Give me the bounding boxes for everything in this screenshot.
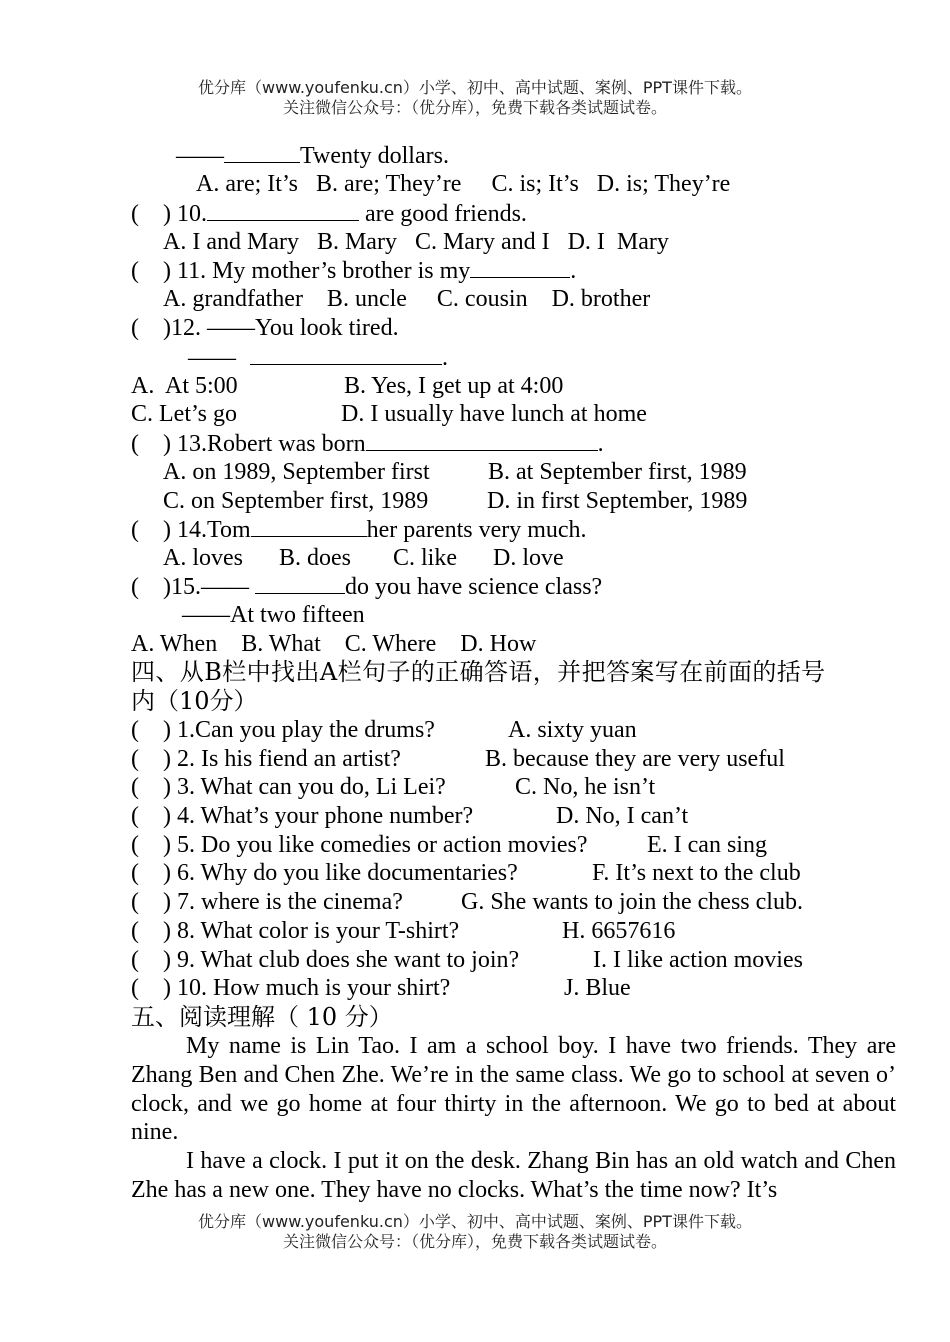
- q12-answer-suffix: .: [442, 345, 448, 371]
- q15-stem-prefix: ( )15.——: [131, 574, 255, 600]
- page-header-line1: 优分库（www.youfenku.cn）小学、初中、高中试题、案例、PPT课件下载。: [198, 78, 752, 97]
- match-question: ( ) 6. Why do you like documentaries?: [131, 860, 518, 886]
- match-question: ( ) 3. What can you do, Li Lei?: [131, 774, 446, 800]
- match-question: ( ) 9. What club does she want to join?: [131, 947, 520, 973]
- q13-option-a: A. on 1989, September first: [163, 459, 430, 485]
- match-question: ( ) 8. What color is your T-shirt?: [131, 918, 460, 944]
- reading-paragraph-2: I have a clock. I put it on the desk. Zhang Bin has an old watch and Chen Zhe has a new one. They have no clocks. What’s the time now? It’s: [131, 1148, 896, 1203]
- q15-blank[interactable]: [255, 572, 345, 594]
- q12-stem: ( )12. ——You look tired.: [131, 315, 399, 341]
- q10-options: A. I and Mary B. Mary C. Mary and I D. I Mary: [163, 229, 669, 255]
- q10-blank[interactable]: [207, 199, 359, 221]
- q14-stem: [131, 515, 587, 544]
- q14-stem-suffix: her parents very much.: [366, 517, 587, 543]
- q9-options: A. are; It’s B. are; They’re C. is; It’s D. is; They’re: [196, 171, 731, 197]
- q13-stem-suffix: .: [597, 431, 604, 457]
- section5-title: 五、阅读理解（ 10 分）: [131, 1003, 393, 1031]
- match-question: ( ) 1.Can you play the drums?: [131, 717, 435, 743]
- match-question: ( ) 5. Do you like comedies or action movies?: [131, 832, 588, 858]
- match-question: ( ) 7. where is the cinema?: [131, 889, 403, 915]
- q12-option-b: B. Yes, I get up at 4:00: [344, 373, 564, 399]
- q11-stem-prefix: ( ) 11. My mother’s brother is my: [131, 258, 471, 284]
- q9-answer-line: [176, 141, 449, 170]
- match-question: ( ) 2. Is his fiend an artist?: [131, 746, 401, 772]
- q11-stem: [131, 256, 576, 285]
- q12-answer-blank[interactable]: [250, 343, 442, 365]
- section4-title-line1: 四、从B栏中找出A栏句子的正确答语，并把答案写在前面的括号: [131, 658, 826, 686]
- q12-option-a: A. At 5:00: [131, 373, 238, 399]
- q11-stem-suffix: .: [570, 258, 577, 284]
- match-answer: D. No, I can’t: [556, 803, 689, 829]
- q15-options: A. When B. What C. Where D. How: [131, 631, 537, 657]
- match-question: ( ) 4. What’s your phone number?: [131, 803, 474, 829]
- q12-option-c: C. Let’s go: [131, 401, 237, 427]
- q14-stem-prefix: ( ) 14.Tom: [131, 517, 251, 543]
- q11-blank[interactable]: [470, 256, 570, 278]
- q11-options: A. grandfather B. uncle C. cousin D. brother: [163, 286, 651, 312]
- q9-answer-prefix: ——: [176, 143, 224, 169]
- match-answer: G. She wants to join the chess club.: [461, 889, 803, 915]
- q12-answer-prefix: ——: [188, 345, 236, 371]
- q9-answer-text: Twenty dollars.: [300, 143, 449, 169]
- q15-stem: [131, 572, 602, 601]
- q13-option-d: D. in first September, 1989: [487, 488, 748, 514]
- q15-answer: ——At two fifteen: [182, 602, 365, 628]
- match-question: ( ) 10. How much is your shirt?: [131, 975, 451, 1001]
- q12-answer-line: [188, 343, 448, 372]
- match-answer: F. It’s next to the club: [592, 860, 801, 886]
- q15-stem-suffix: do you have science class?: [344, 574, 603, 600]
- q13-option-b: B. at September first, 1989: [488, 459, 747, 485]
- match-answer: B. because they are very useful: [485, 746, 785, 772]
- match-answer: H. 6657616: [562, 918, 676, 944]
- q13-stem: [131, 429, 604, 458]
- reading-paragraph-1: My name is Lin Tao. I am a school boy. I have two friends. They are Zhang Ben and Chen Zhe. We’re in the same class. We go to school at seven o’ clock, and we go home at four thirty in the afternoon. We go to bed at about nine.: [131, 1033, 896, 1146]
- q14-blank[interactable]: [251, 515, 367, 537]
- reading-passage: [131, 1032, 896, 1205]
- match-answer: I. I like action movies: [593, 947, 803, 973]
- match-answer: C. No, he isn’t: [515, 774, 656, 800]
- page-footer-line1: 优分库（www.youfenku.cn）小学、初中、高中试题、案例、PPT课件下载。: [0, 1212, 950, 1232]
- q10-stem: [131, 199, 527, 228]
- q14-options: A. loves B. does C. like D. love: [163, 545, 564, 571]
- q13-stem-prefix: ( ) 13.Robert was born: [131, 431, 366, 457]
- q10-stem-prefix: ( ) 10.: [131, 201, 207, 227]
- q13-blank[interactable]: [366, 429, 598, 451]
- match-answer: A. sixty yuan: [508, 717, 637, 743]
- match-answer: E. I can sing: [647, 832, 767, 858]
- q12-option-d: D. I usually have lunch at home: [341, 401, 647, 427]
- page-header-line2: 关注微信公众号：（优分库），免费下载各类试题试卷。: [282, 98, 667, 117]
- q13-option-c: C. on September first, 1989: [163, 488, 429, 514]
- q10-stem-suffix: are good friends.: [358, 201, 527, 227]
- page-footer-line2: 关注微信公众号：（优分库），免费下载各类试题试卷。: [0, 1232, 950, 1252]
- section4-title-line2: 内（10分）: [131, 687, 258, 715]
- q9-answer-blank[interactable]: [224, 141, 300, 163]
- match-answer: J. Blue: [564, 975, 631, 1001]
